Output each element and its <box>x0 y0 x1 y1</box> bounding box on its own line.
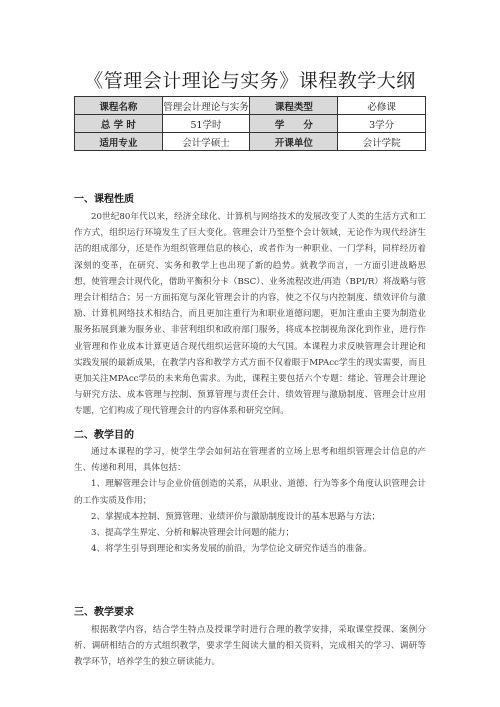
section-body <box>74 209 426 420</box>
table-label: 适用专业 <box>75 133 163 151</box>
paragraph: 20世纪80年代以来，经济全球化、计算机与网络技术的发展改变了人类的生活方式和工作方式，组织运行环境发生了巨大变化。管理会计乃至整个会计领域，无论作为现代经济生活的组成部分，还是作为组织管理信息的核心，或者作为一种职业、一门学科，同样经历着深刻的变革，在研究、实务和教学上也出现了新的趋势。就教学而言，一方面引进战略思想，使管理会计现代化，借助平衡积分卡（BSC）、业务流程改进/再造（BPI/R）将战略与管理会计相结合；另一方面拓宽与深化管理会计的内容，使之不仅与内控制度、绩效评价与激励、计算机网络技术相结合，而且更加注重行为和职业道德问题，更加注重由主要为制造业服务拓展到兼为服务业、非营利组织和政府部门服务，将成本控制视角深化到作业，进行作业管理和作业成本计算更适合现代组织运营环境的大气国。本课程力求反映管理会计理论和实践发展的最新成果，在教学内容和教学方式方面不仅着眼于MPAcc学生的现实需要，而且更加关注MPAcc学员的未来角色需求。为此，课程主要包括六个专题：绪论、管理会计理论与研究方法、成本管理与控制、预算管理与责任会计、绩效管理与激励制度、管理会计应用专题，它们构成了现代管理会计的内容体系和研究空间。 <box>74 212 426 417</box>
section-heading: 一、课程性质 <box>74 194 134 205</box>
table-value: 3学分 <box>338 115 426 133</box>
table-label: 课程名称 <box>75 97 163 115</box>
table-label: 课程类型 <box>250 97 338 115</box>
document-title: 《管理会计理论与实务》课程教学大纲 <box>84 70 416 92</box>
table-value: 会计学硕士 <box>162 133 250 151</box>
table-row <box>75 133 426 151</box>
section-body <box>74 444 426 557</box>
table-row <box>75 97 426 115</box>
table-label: 总 学 时 <box>75 115 163 133</box>
table-value: 管理会计理论与实务 <box>162 97 250 115</box>
table-value: 51学时 <box>162 115 250 133</box>
table-value: 必修课 <box>338 97 426 115</box>
list-item: 1、理解管理会计与企业价值创造的关系，从职业、道德、行为等多个角度认识管理会计的工作实质及作用； <box>74 479 426 506</box>
list-item: 2、掌握成本控制、预算管理、业绩评价与激励制度设计的基本思路与方法； <box>91 511 381 522</box>
section-heading: 三、教学要求 <box>74 607 134 618</box>
table-label: 开课单位 <box>250 133 338 151</box>
course-info-table <box>74 96 426 151</box>
paragraph: 通过本课程的学习，使学生学会如何站在管理者的立场上思考和组织管理会计信息的产生、传递和利用，具体包括： <box>74 447 426 474</box>
section-heading: 二、教学目的 <box>74 430 134 441</box>
section-body <box>74 622 426 671</box>
table-row <box>75 115 426 133</box>
table-value: 会计学院 <box>338 133 426 151</box>
list-item: 3、提高学生界定、分析和解决管理会计问题的能力； <box>91 528 295 539</box>
table-label: 学 分 <box>250 115 338 133</box>
paragraph: 根据教学内容，结合学生特点及授课学时进行合理的教学安排，采取课堂授课、案例分析、调研相结合的方式组织教学，要求学生阅读大量的相关资料，完成相关的学习、调研等教学环节，培养学生的独立研读能力。 <box>74 625 426 668</box>
list-item: 4、将学生引导到理论和实务发展的前沿，为学位论文研究作适当的准备。 <box>91 544 372 555</box>
